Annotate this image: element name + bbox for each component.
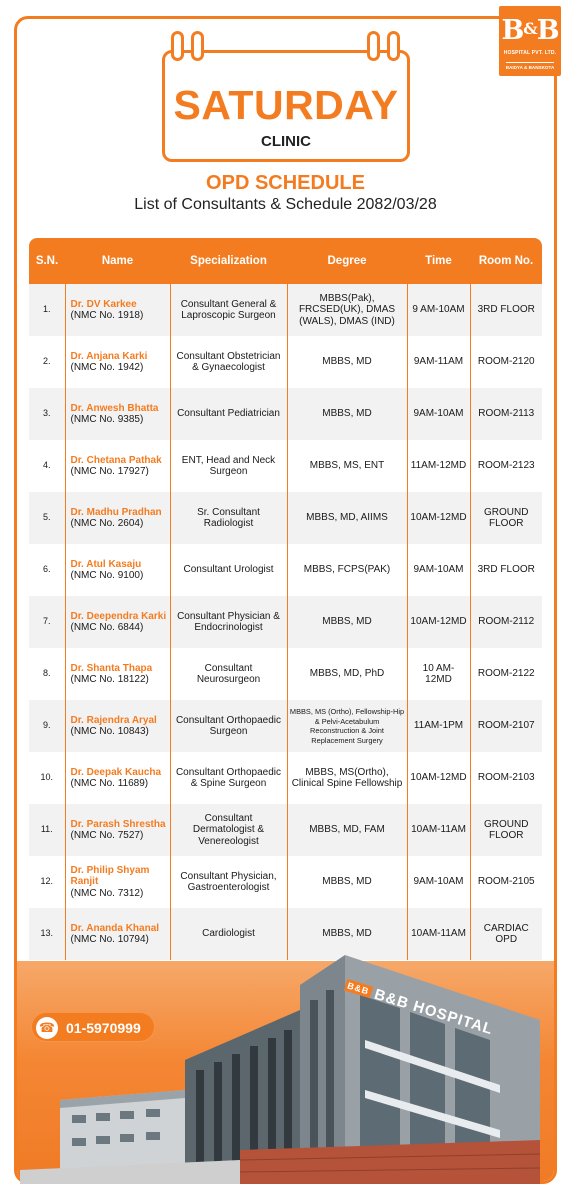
logo-line1: HOSPITAL PVT. LTD. (503, 50, 557, 56)
doctor-nmc: (NMC No. 1942) (70, 362, 144, 373)
doctor-nmc: (NMC No. 9100) (70, 570, 144, 581)
day-title: SATURDAY (173, 82, 399, 128)
doctor-nmc: (NMC No. 7527) (70, 830, 144, 841)
doctor-nmc: (NMC No. 11689) (70, 778, 149, 789)
row-room: ROOM-2113 (470, 388, 542, 440)
phone-contact-badge[interactable] (31, 1012, 155, 1042)
row-time: 10AM-11AM (407, 804, 470, 856)
row-room: 3RD FLOOR (470, 284, 542, 336)
doctor-name: Dr. Anwesh Bhatta (70, 402, 159, 414)
row-degree: MBBS, MD (287, 596, 407, 648)
row-time: 10AM-11AM (407, 908, 470, 960)
row-time: 11AM-12MD (407, 440, 470, 492)
row-degree: MBBS, MS(Ortho), Clinical Spine Fellowship (287, 752, 407, 804)
row-specialization: Consultant Pediatrician (170, 388, 287, 440)
doctor-nmc: (NMC No. 10794) (70, 934, 149, 945)
row-sn: 10. (29, 752, 65, 804)
row-degree: MBBS, MD (287, 336, 407, 388)
doctor-nmc: (NMC No. 1918) (70, 310, 144, 321)
row-degree: MBBS, MD (287, 388, 407, 440)
doctor-name: Dr. Madhu Pradhan (70, 506, 162, 518)
doctor-name: Dr. Anjana Karki (70, 350, 148, 362)
doctor-nmc: (NMC No. 18122) (70, 674, 149, 685)
row-sn: 13. (29, 908, 65, 960)
row-specialization: Consultant Orthopaedic & Spine Surgeon (170, 752, 287, 804)
doctor-name: Dr. Shanta Thapa (70, 662, 153, 674)
row-room: CARDIAC OPD (470, 908, 542, 960)
row-time: 9AM-11AM (407, 336, 470, 388)
row-time: 10AM-12MD (407, 492, 470, 544)
row-specialization: Consultant Dermatologist & Venereologist (170, 804, 287, 856)
row-degree: MBBS, MD, PhD (287, 648, 407, 700)
header-room: Room No. (470, 238, 542, 284)
hospital-logo: B&B HOSPITAL PVT. LTD. BAIDYA & BANSKOTA (499, 6, 561, 76)
doctor-name: Dr. Atul Kasaju (70, 558, 142, 570)
doctor-name: Dr. Deepak Kaucha (70, 766, 162, 778)
row-time: 9 AM-10AM (407, 284, 470, 336)
row-time: 10AM-12MD (407, 752, 470, 804)
row-time: 11AM-1PM (407, 700, 470, 752)
row-sn: 6. (29, 544, 65, 596)
row-sn: 1. (29, 284, 65, 336)
row-specialization: Consultant Physician & Endocrinologist (170, 596, 287, 648)
row-degree: MBBS(Pak), FRCSED(UK), DMAS (WALS), DMAS (IND) (287, 284, 407, 336)
doctor-name: Dr. Philip Shyam Ranjit (70, 864, 150, 888)
row-specialization: Consultant Physician, Gastroenterologist (170, 856, 287, 908)
row-room: ROOM-2122 (470, 648, 542, 700)
doctor-nmc: (NMC No. 10843) (70, 726, 149, 737)
row-room: ROOM-2103 (470, 752, 542, 804)
doctor-name: Dr. Chetana Pathak (70, 454, 162, 466)
header-name: Name (65, 238, 170, 284)
row-room: GROUND FLOOR (470, 492, 542, 544)
row-time: 10AM-12MD (407, 596, 470, 648)
row-room: ROOM-2105 (470, 856, 542, 908)
page-title: OPD SCHEDULE (206, 172, 365, 194)
row-sn: 9. (29, 700, 65, 752)
header-specialization: Specialization (170, 238, 287, 284)
row-specialization: Consultant Urologist (170, 544, 287, 596)
row-specialization: Consultant General & Laproscopic Surgeon (170, 284, 287, 336)
row-sn: 3. (29, 388, 65, 440)
doctor-name: Dr. Rajendra Aryal (70, 714, 157, 726)
doctor-name: Dr. DV Karkee (70, 298, 137, 310)
row-specialization: Consultant Orthopaedic Surgeon (170, 700, 287, 752)
row-room: ROOM-2123 (470, 440, 542, 492)
doctor-name: Dr. Ananda Khanal (70, 922, 160, 934)
row-degree: MBBS, MS, ENT (287, 440, 407, 492)
row-time: 9AM-10AM (407, 388, 470, 440)
doctor-nmc: (NMC No. 9385) (70, 414, 144, 425)
row-sn: 4. (29, 440, 65, 492)
building-sign: B&B B&B HOSPITAL (336, 977, 510, 1065)
row-specialization: Cardiologist (170, 908, 287, 960)
row-degree: MBBS, MD (287, 908, 407, 960)
row-sn: 5. (29, 492, 65, 544)
row-specialization: Consultant Obstetrician & Gynaecologist (170, 336, 287, 388)
phone-icon: ☎ (36, 1017, 58, 1039)
row-time: 10 AM-12MD (407, 648, 470, 700)
row-degree: MBBS, MD, AIIMS (287, 492, 407, 544)
row-sn: 2. (29, 336, 65, 388)
row-specialization: ENT, Head and Neck Surgeon (170, 440, 287, 492)
header-sn: S.N. (29, 238, 65, 284)
header-time: Time (407, 238, 470, 284)
header-degree: Degree (287, 238, 407, 284)
row-time: 9AM-10AM (407, 544, 470, 596)
row-sn: 7. (29, 596, 65, 648)
row-sn: 11. (29, 804, 65, 856)
row-room: ROOM-2112 (470, 596, 542, 648)
row-degree: MBBS, MD (287, 856, 407, 908)
doctor-nmc: (NMC No. 17927) (70, 466, 149, 477)
row-room: ROOM-2120 (470, 336, 542, 388)
row-room: GROUND FLOOR (470, 804, 542, 856)
row-room: 3RD FLOOR (470, 544, 542, 596)
row-specialization: Sr. Consultant Radiologist (170, 492, 287, 544)
page-subtitle: List of Consultants & Schedule 2082/03/28 (134, 196, 437, 213)
phone-number[interactable]: 01-5970999 (66, 1020, 141, 1036)
doctor-name: Dr. Deependra Karki (70, 610, 167, 622)
doctor-nmc: (NMC No. 6844) (70, 622, 144, 633)
row-degree: MBBS, MS (Ortho), Fellowship-Hip & Pelvi-Acetabulum Reconstruction & Joint Replacement Surgery (287, 700, 407, 752)
doctor-name: Dr. Parash Shrestha (70, 818, 166, 830)
clinic-label: CLINIC (261, 133, 311, 150)
row-specialization: Consultant Neurosurgeon (170, 648, 287, 700)
doctor-nmc: (NMC No. 2604) (70, 518, 144, 529)
doctor-nmc: (NMC No. 7312) (70, 887, 144, 899)
row-degree: MBBS, MD, FAM (287, 804, 407, 856)
row-sn: 12. (29, 856, 65, 908)
logo-line2: BAIDYA & BANSKOTA (506, 62, 555, 70)
row-degree: MBBS, FCPS(PAK) (287, 544, 407, 596)
row-room: ROOM-2107 (470, 700, 542, 752)
row-sn: 8. (29, 648, 65, 700)
row-time: 9AM-10AM (407, 856, 470, 908)
